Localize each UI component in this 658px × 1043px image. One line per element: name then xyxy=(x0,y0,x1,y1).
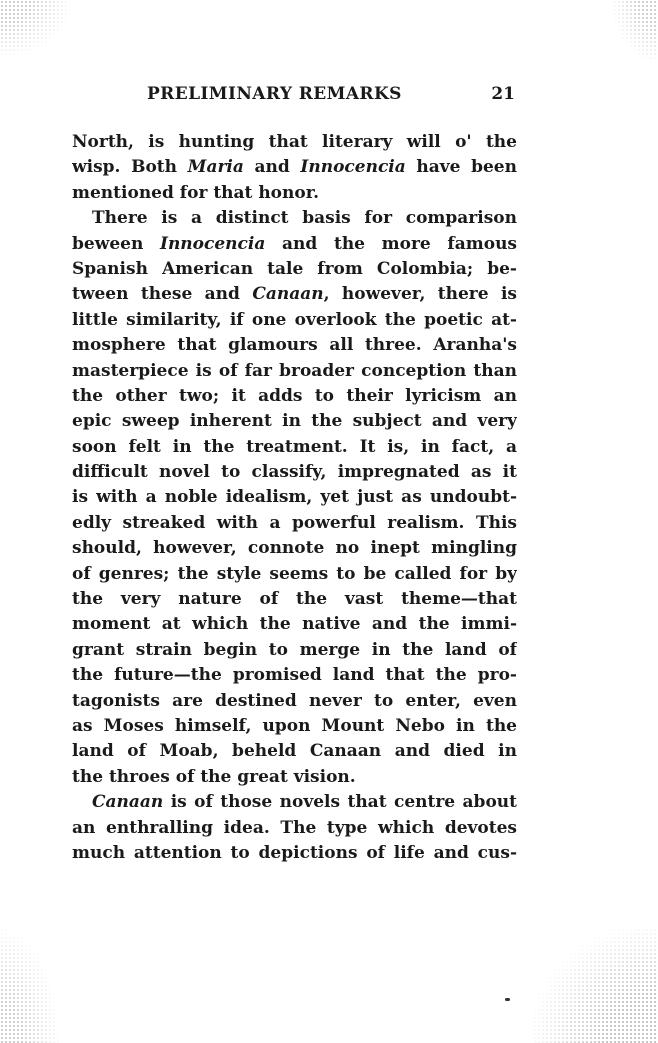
text-line: difficult novel to classify, impregnated as it xyxy=(72,462,517,483)
text-line: North, is hunting that literary will o' the xyxy=(72,132,517,152)
text-line: epic sweep inherent in the subject and very xyxy=(72,411,517,432)
text-line: There is a distinct basis for comparison xyxy=(92,208,517,229)
italic-title: Maria xyxy=(187,157,244,178)
text-line: mentioned for that honor. xyxy=(72,182,320,203)
text-line: grant strain begin to merge in the land of xyxy=(72,639,517,660)
scan-speckle-bottom-right xyxy=(533,928,658,1043)
scan-speckle-top-left xyxy=(0,0,70,55)
page-number: 21 xyxy=(491,84,515,104)
text-line: tagonists are destined never to enter, even xyxy=(72,690,517,711)
text-line: the very nature of the vast theme—that xyxy=(72,589,517,610)
text-line: much attention to depictions of life and cus- xyxy=(72,842,517,863)
text-line: Canaan is of those novels that centre about xyxy=(92,792,517,813)
text-line: of genres; the style seems to be called for by xyxy=(72,563,517,584)
text-line: little similarity, if one overlook the poetic at- xyxy=(72,309,517,330)
text-line: soon felt in the treatment. It is, in fact, a xyxy=(72,436,517,457)
text-line: edly streaked with a powerful realism. This xyxy=(72,512,517,533)
text-line: should, however, connote no inept mingling xyxy=(72,538,517,559)
scan-speckle-top-right xyxy=(613,0,658,60)
text-line: the throes of the great vision. xyxy=(72,766,356,787)
running-head-title: PRELIMINARY REMARKS xyxy=(147,84,402,104)
italic-title: Canaan xyxy=(252,284,324,305)
scan-speckle-bottom-left xyxy=(0,928,60,1043)
text-line: an enthralling idea. The type which devotes xyxy=(72,817,517,838)
text-line: is with a noble idealism, yet just as undoubt- xyxy=(72,487,517,508)
text-line: tween these and Canaan, however, there is xyxy=(72,284,517,305)
text-line: wisp. Both Maria and Innocencia have been xyxy=(72,157,517,178)
text-line: the other two; it adds to their lyricism an xyxy=(72,385,517,406)
text-line: as Moses himself, upon Mount Nebo in the xyxy=(72,715,517,736)
italic-title: Innocencia xyxy=(160,233,266,254)
text-line: mosphere that glamours all three. Aranha's xyxy=(72,335,517,356)
text-line: land of Moab, beheld Canaan and died in xyxy=(72,741,517,762)
text-line: masterpiece is of far broader conception than xyxy=(72,360,517,381)
text-line: Spanish American tale from Colombia; be- xyxy=(72,258,517,279)
text-line: the future—the promised land that the pro- xyxy=(72,665,517,686)
body-text xyxy=(72,130,517,866)
italic-title: Innocencia xyxy=(300,157,406,178)
scan-dot-mark xyxy=(505,998,510,1001)
running-head xyxy=(72,84,517,108)
text-line: beween Innocencia and the more famous xyxy=(72,233,517,254)
italic-title: Canaan xyxy=(92,792,164,813)
text-line: moment at which the native and the immi- xyxy=(72,614,517,635)
